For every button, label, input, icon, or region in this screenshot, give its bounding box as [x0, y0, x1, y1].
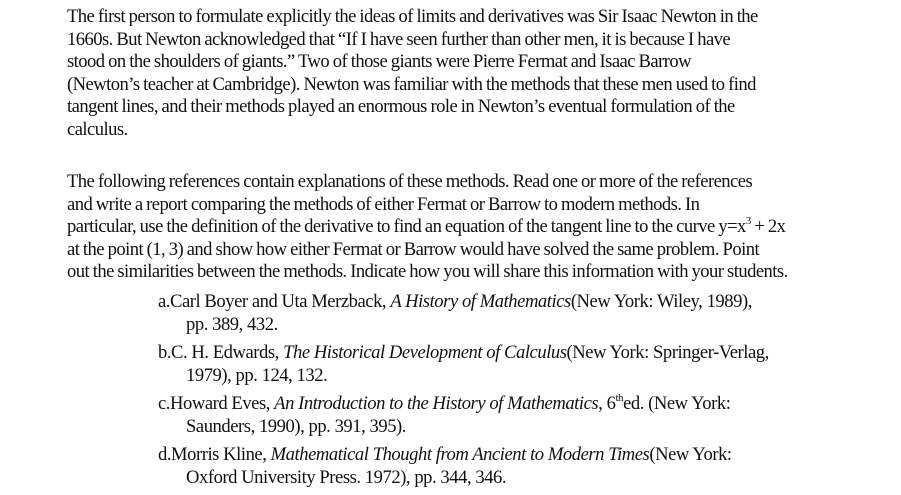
reference-list: [158, 291, 878, 495]
reference-edition: , 6: [598, 393, 616, 414]
reference-author: Carl Boyer and Uta Merzback,: [170, 291, 391, 312]
reference-title: The Historical Development of Calculus: [283, 342, 567, 363]
reference-author: Morris Kline,: [171, 444, 271, 465]
reference-marker: c.: [158, 393, 171, 414]
paragraph-line: The following references contain explanations of these methods. Read one or more of the references: [67, 171, 753, 192]
reference-pages: pp. 389, 432.: [186, 313, 278, 335]
reference-pages: Saunders, 1990), pp. 391, 395).: [186, 415, 406, 437]
paragraph-line: out the similarities between the methods. Indicate how you will share this information with your students.: [67, 261, 788, 282]
reference-publisher: ed. (New York:: [623, 393, 731, 414]
reference-marker: b.: [158, 342, 172, 363]
reference-pages: 1979), pp. 124, 132.: [186, 364, 328, 386]
paragraph-line: tangent lines, and their methods played an enormous role in Newton’s eventual formulation of the: [67, 96, 735, 117]
reference-title: Mathematical Thought from Ancient to Modern Times: [270, 444, 650, 465]
paragraph-line: calculus.: [67, 118, 128, 140]
reference-title: An Introduction to the History of Mathematics: [274, 393, 599, 414]
paragraph-line: and write a report comparing the methods of either Fermat or Barrow to modern methods. In: [67, 193, 700, 215]
reference-author: Howard Eves,: [170, 393, 275, 414]
paragraph-line: (Newton’s teacher at Cambridge). Newton was familiar with the methods that these men used to find: [67, 73, 756, 95]
equation-text: + 2x: [750, 216, 786, 237]
reference-item: [158, 393, 878, 438]
paragraph-line-with-equation: [67, 216, 857, 239]
reference-pages: Oxford University Press. 1972), pp. 344, 346.: [186, 466, 507, 488]
reference-marker: a.: [158, 291, 171, 312]
exponent: 3: [745, 215, 751, 227]
paragraph-line: The first person to formulate explicitly the ideas of limits and derivatives was Sir Isaac Newton in the: [67, 6, 758, 27]
reference-item: [158, 291, 878, 336]
reference-title: A History of Mathematics: [390, 291, 571, 312]
reference-item: [158, 444, 878, 489]
paragraph-line: at the point (1, 3) and show how either Fermat or Barrow would have solved the same problem. Point: [67, 238, 760, 260]
reference-publisher: (New York:: [649, 444, 732, 465]
intro-paragraph: [67, 6, 857, 141]
reference-publisher: (New York: Springer-Verlag,: [566, 342, 769, 363]
reference-item: [158, 342, 878, 387]
edition-suffix: th: [615, 392, 624, 404]
paragraph-line: stood on the shoulders of giants.” Two of those giants were Pierre Fermat and Isaac Barrow: [67, 51, 691, 72]
reference-marker: d.: [158, 444, 172, 465]
equation-text: particular, use the definition of the derivative to find an equation of the tangent line to the curve y=x: [67, 216, 746, 237]
reference-author: C. H. Edwards,: [171, 342, 284, 363]
reference-publisher: (New York: Wiley, 1989),: [570, 291, 752, 312]
assignment-paragraph: [67, 171, 857, 284]
paragraph-line: 1660s. But Newton acknowledged that “If I have seen further than other men, it is because I have: [67, 28, 731, 50]
